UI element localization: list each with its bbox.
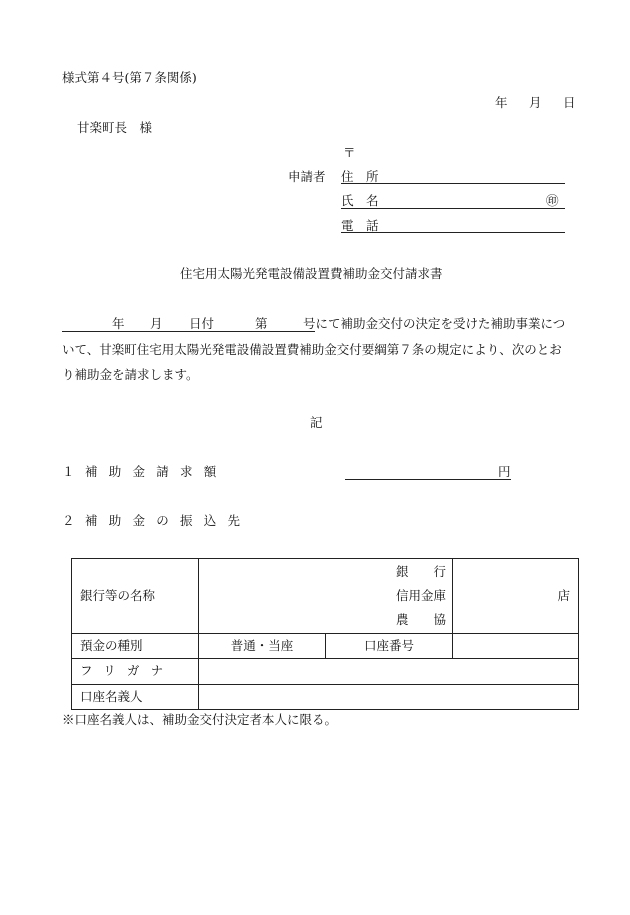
footnote: ※口座名義人は、補助金交付決定者本人に限る。	[62, 712, 338, 727]
item2-number: ２	[62, 513, 75, 528]
name-underline	[341, 208, 565, 209]
account-holder-cell[interactable]	[199, 685, 579, 710]
name-label: 氏 名	[341, 193, 379, 208]
body-line2-text: いて、甘楽町住宅用太陽光発電設備設置費補助金交付要綱第７条の規定により、次のとお	[62, 342, 562, 357]
account-number-cell[interactable]	[453, 634, 579, 659]
ki-mark: 記	[310, 415, 323, 430]
item1-number: １	[62, 464, 75, 479]
deposit-type-value[interactable]: 普通・当座	[199, 634, 326, 659]
item1-unit: 円	[498, 464, 511, 479]
body-month-label: 月	[150, 316, 163, 331]
date-day-label: 日	[563, 95, 576, 110]
table-row	[72, 659, 579, 685]
date-year-label: 年	[495, 95, 508, 110]
decision-date-underline	[62, 331, 315, 332]
document-title: 住宅用太陽光発電設備設置費補助金交付請求書	[180, 266, 443, 281]
bank-name-label: 銀行等の名称	[72, 559, 199, 634]
bank-info-table	[71, 558, 579, 710]
body-year-label: 年	[112, 316, 125, 331]
claim-amount-underline	[345, 479, 511, 480]
form-number: 様式第４号(第７条関係)	[62, 70, 197, 85]
address-label: 住 所	[341, 169, 379, 184]
item2-label: 補助金の振込先	[85, 513, 252, 528]
furigana-cell[interactable]	[199, 659, 579, 685]
table-row	[72, 685, 579, 710]
phone-underline	[341, 232, 565, 233]
account-holder-label: 口座名義人	[72, 685, 199, 710]
address-underline	[341, 183, 565, 184]
postal-mark: 〒	[343, 145, 356, 160]
account-number-label: 口座番号	[326, 634, 453, 659]
phone-label: 電 話	[341, 218, 379, 233]
item1-label: 補助金請求額	[85, 464, 228, 479]
table-row	[72, 634, 579, 659]
body-line3-text: り補助金を請求します。	[62, 367, 199, 382]
body-day-dated-label: 日付	[189, 316, 215, 331]
bank-type-nokyo: 農 協	[396, 612, 447, 627]
table-row	[72, 559, 579, 634]
deposit-type-label: 預金の種別	[72, 634, 199, 659]
furigana-label: フリガナ	[72, 659, 199, 685]
branch-cell[interactable]	[453, 559, 579, 634]
seal-mark: ㊞	[546, 193, 559, 208]
bank-type-shinkin: 信用金庫	[396, 588, 447, 603]
date-month-label: 月	[529, 95, 542, 110]
bank-name-cell[interactable]	[199, 559, 453, 634]
bank-type-bank: 銀 行	[396, 564, 447, 579]
applicant-role-label: 申請者	[288, 169, 326, 184]
body-line1-text: 号にて補助金交付の決定を受けた補助事業につ	[303, 316, 566, 331]
branch-label: 店	[557, 587, 571, 603]
addressee: 甘楽町長 様	[77, 120, 153, 135]
body-dai-label: 第	[255, 316, 268, 331]
